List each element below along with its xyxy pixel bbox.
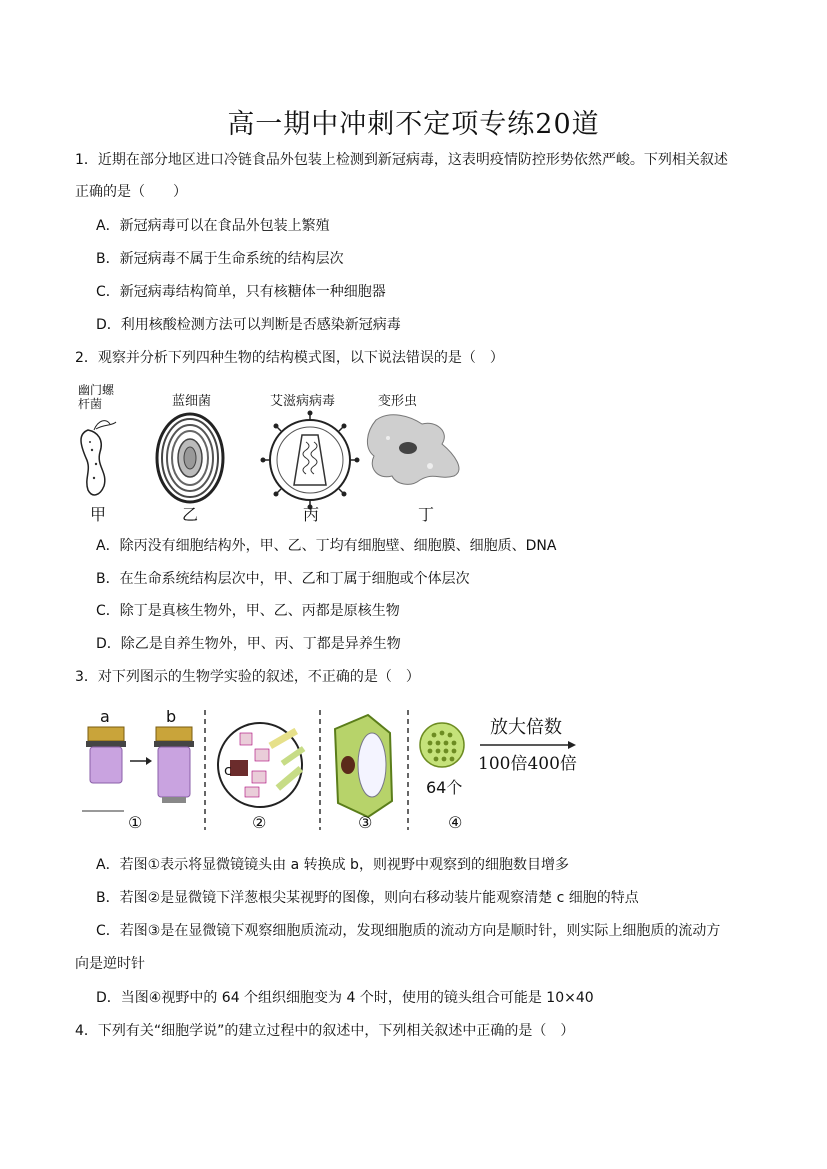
- lens-b-label: b: [166, 707, 177, 726]
- cyanobacteria-drawing: [157, 414, 223, 502]
- q1-stem-line2: 正确的是（ ）: [75, 184, 187, 200]
- q1-stem-line1: 1．近期在部分地区进口冷链食品外包装上检测到新冠病毒，这表明疫情防控形势依然严峻。下列相关叙述: [75, 152, 728, 168]
- q3-option-c-line1: C．若图③是在显微镜下观察细胞质流动，发现细胞质的流动方向是顺时针，则实际上细胞质的流动方: [96, 923, 721, 939]
- page-title: 高一期中冲刺不定项专练20道: [227, 109, 600, 140]
- label-hiv: 艾滋病病毒: [270, 394, 336, 409]
- q2-option-d: D．除乙是自养生物外，甲、丙、丁都是异养生物: [96, 636, 401, 652]
- magnify-arrow: [480, 741, 576, 749]
- cell-count: 64个: [426, 778, 463, 797]
- plant-cell: [335, 715, 392, 817]
- q2-organisms-figure: [70, 380, 490, 525]
- q2-option-b: B．在生命系统结构层次中，甲、乙和丁属于细胞或个体层次: [96, 571, 470, 587]
- caption-yi: 乙: [182, 505, 199, 524]
- panel-num-4: ④: [448, 813, 463, 832]
- panel-num-1: ①: [128, 813, 143, 832]
- hiv-drawing: [261, 411, 360, 510]
- caption-ding: 丁: [418, 505, 435, 524]
- q2-option-c: C．除丁是真核生物外，甲、乙、丙都是原核生物: [96, 603, 400, 619]
- q3-experiment-figure: [80, 705, 580, 835]
- amoeba-drawing: [367, 415, 459, 485]
- q1-option-b: B．新冠病毒不属于生命系统的结构层次: [96, 251, 344, 267]
- q3-option-c-line2: 向是逆时针: [75, 956, 145, 972]
- label-amoeba: 变形虫: [378, 394, 418, 409]
- q3-option-b: B．若图②是显微镜下洋葱根尖某视野的图像，则向右移动装片能观察清楚 c 细胞的特点: [96, 890, 639, 906]
- q4-stem: 4．下列有关“细胞学说”的建立过程中的叙述中，下列相关叙述中正确的是（ ）: [75, 1023, 575, 1039]
- q1-option-d: D．利用核酸检测方法可以判断是否感染新冠病毒: [96, 317, 401, 333]
- tissue-cells: [420, 723, 464, 767]
- lens-a-label: a: [100, 707, 110, 726]
- magnify-title: 放大倍数: [490, 717, 562, 738]
- objective-lens-b: [154, 727, 194, 803]
- helicobacter-drawing: [81, 421, 116, 495]
- caption-bing: 丙: [303, 505, 320, 524]
- label-cyanobacteria: 蓝细菌: [172, 394, 212, 409]
- panel-num-2: ②: [252, 813, 267, 832]
- panel-num-3: ③: [358, 813, 373, 832]
- q3-option-a: A．若图①表示将显微镜镜头由 a 转换成 b，则视野中观察到的细胞数目增多: [96, 857, 569, 873]
- q3-option-d: D．当图④视野中的 64 个组织细胞变为 4 个时，使用的镜头组合可能是 10×40: [96, 990, 594, 1006]
- q1-option-c: C．新冠病毒结构简单，只有核糖体一种细胞器: [96, 284, 386, 300]
- arrow-icon: [130, 757, 152, 765]
- label-helicobacter: 幽门螺 杆菌: [78, 383, 115, 411]
- caption-jia: 甲: [90, 505, 107, 524]
- objective-lens-a: [82, 727, 126, 811]
- q2-stem: 2．观察并分析下列四种生物的结构模式图，以下说法错误的是（ ）: [75, 350, 504, 366]
- q3-stem: 3．对下列图示的生物学实验的叙述，不正确的是（ ）: [75, 669, 420, 685]
- q2-option-a: A．除丙没有细胞结构外，甲、乙、丁均有细胞壁、细胞膜、细胞质、DNA: [96, 538, 557, 554]
- q1-option-a: A．新冠病毒可以在食品外包装上繁殖: [96, 218, 330, 234]
- cell-c-label: c: [224, 763, 232, 779]
- magnify-values: 100倍400倍: [478, 754, 577, 774]
